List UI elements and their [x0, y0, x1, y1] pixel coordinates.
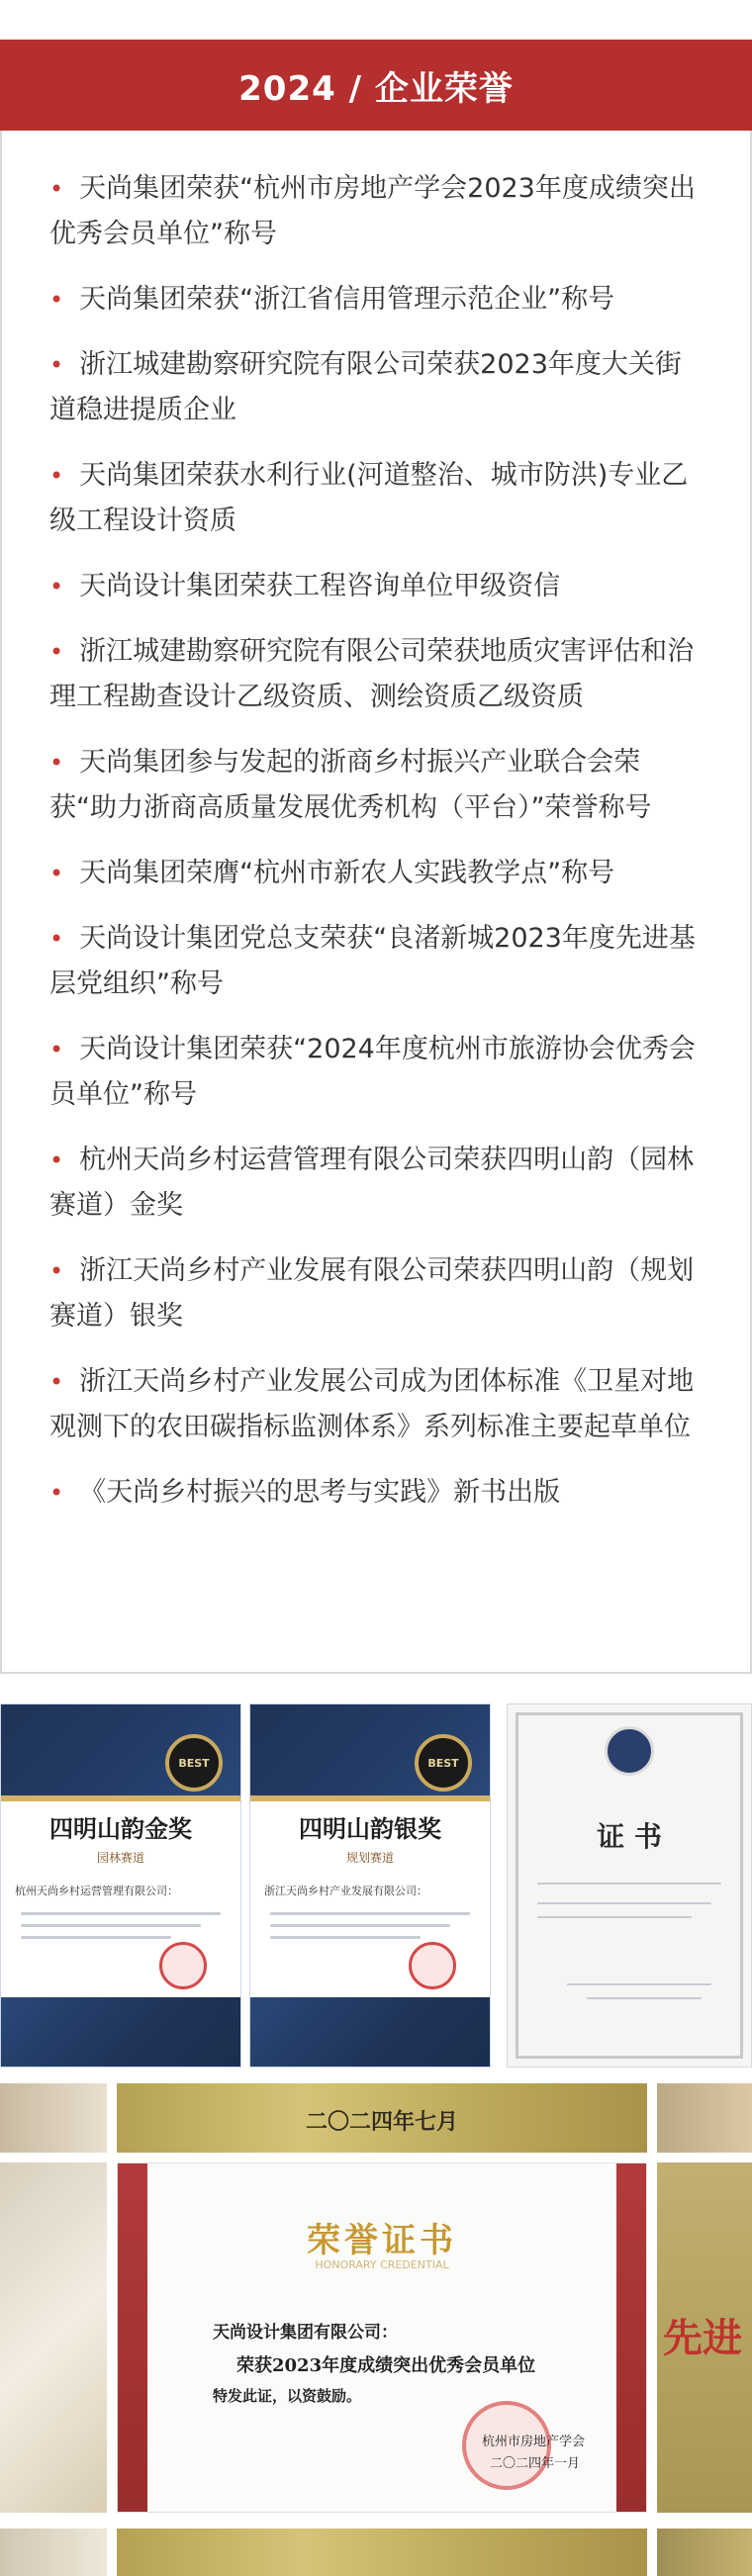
certificate-gold-band	[250, 1795, 490, 1801]
text-line	[537, 1902, 711, 1904]
list-item: • 天尚集团荣获“杭州市房地产学会2023年度成绩突出优秀会员单位”称号	[49, 166, 706, 257]
section-title: 2024 / 企业荣誉	[238, 68, 514, 109]
text-line	[537, 1916, 692, 1918]
text-line	[270, 1924, 450, 1927]
seal-icon	[159, 1942, 207, 1989]
bullet-icon: •	[49, 925, 64, 953]
list-item: • 《天尚乡村振兴的思考与实践》新书出版	[49, 1470, 706, 1516]
certificate-subtitle: 规划赛道	[345, 1851, 394, 1865]
bullet-icon: •	[49, 860, 64, 887]
list-item: • 杭州天尚乡村运营管理有限公司荣获四明山韵（园林赛道）金奖	[49, 1138, 706, 1229]
side-plaque-photo	[657, 2162, 752, 2513]
bullet-icon: •	[49, 462, 64, 490]
certificate-recipient: 杭州天尚乡村运营管理有限公司：	[15, 1885, 178, 1897]
certificate-bottom-band	[1, 1997, 240, 2067]
gold-banner-photo	[117, 2083, 647, 2153]
text-line	[567, 1983, 711, 1985]
photo-tile	[657, 2529, 752, 2576]
bullet-icon: •	[49, 1257, 64, 1285]
list-item: • 浙江天尚乡村产业发展公司成为团体标准《卫星对地观测下的农田碳指标监测体系》系列标准主要起草单位	[49, 1359, 706, 1450]
honor-subtitle: HONORARY CREDENTIAL	[315, 2258, 449, 2271]
emblem-icon	[605, 1726, 654, 1776]
honor-line-1: 荣获2023年度成绩突出优秀会员单位	[236, 2355, 536, 2376]
text-line	[21, 1924, 201, 1927]
text-line	[537, 1883, 721, 1885]
gold-award-certificate	[0, 1703, 241, 2068]
bullet-icon: •	[49, 749, 64, 777]
bullet-icon: •	[49, 1036, 64, 1063]
photo-tile	[657, 2083, 752, 2153]
honor-title: 荣誉证书	[307, 2221, 457, 2260]
list-item: • 天尚设计集团荣获工程咨询单位甲级资信	[49, 564, 706, 609]
list-item: • 浙江天尚乡村产业发展有限公司荣获四明山韵（规划赛道）银奖	[49, 1248, 706, 1339]
bullet-icon: •	[49, 1147, 64, 1174]
bullet-icon: •	[49, 175, 64, 203]
photo-tile	[0, 2162, 107, 2513]
bullet-icon: •	[49, 1368, 64, 1396]
text-line	[270, 1912, 470, 1915]
gold-banner-photo	[117, 2529, 647, 2576]
certificate-title: 四明山韵金奖	[49, 1814, 192, 1843]
list-item: • 天尚集团参与发起的浙商乡村振兴产业联合会荣获“助力浙商高质量发展优秀机构（平台）”荣誉称号	[49, 740, 706, 831]
framed-certificate	[507, 1703, 752, 2068]
list-item: • 天尚集团荣获水利行业(河道整治、城市防洪)专业乙级工程设计资质	[49, 453, 706, 544]
list-item: • 天尚集团荣膺“杭州市新农人实践教学点”称号	[49, 851, 706, 896]
honor-date: 二〇二四年一月	[490, 2456, 581, 2471]
banner-date: 二〇二四年七月	[305, 2109, 458, 2135]
honor-line-2: 特发此证，以资鼓励。	[213, 2387, 362, 2405]
honor-certificate	[117, 2162, 647, 2513]
list-item: • 浙江城建勘察研究院有限公司荣获2023年度大关街道稳进提质企业	[49, 342, 706, 433]
honors-gallery	[0, 1692, 752, 2576]
best-medal-icon: BEST	[165, 1734, 223, 1792]
certificate-subtitle: 园林赛道	[96, 1851, 144, 1865]
side-plaque-text: 先进	[663, 2315, 742, 2361]
list-item: • 浙江城建勘察研究院有限公司荣获地质灾害评估和治理工程勘查设计乙级资质、测绘资质乙级资质	[49, 629, 706, 720]
best-medal-icon: BEST	[415, 1734, 472, 1792]
honor-recipient: 天尚设计集团有限公司：	[213, 2323, 398, 2343]
list-item: • 天尚集团荣获“浙江省信用管理示范企业”称号	[49, 277, 706, 322]
honor-issuer: 杭州市房地产学会	[482, 2435, 586, 2449]
bullet-icon: •	[49, 286, 64, 314]
bullet-icon: •	[49, 638, 64, 666]
bullet-icon: •	[49, 351, 64, 379]
photo-tile	[0, 2529, 107, 2576]
text-line	[21, 1936, 171, 1939]
section-header	[0, 40, 752, 131]
honors-panel	[0, 131, 752, 1674]
certificate-recipient: 浙江天尚乡村产业发展有限公司：	[264, 1885, 427, 1897]
seal-icon	[409, 1942, 456, 1989]
silver-award-certificate	[249, 1703, 491, 2068]
text-line	[270, 1936, 421, 1939]
certificate-title: 四明山韵银奖	[299, 1814, 441, 1843]
photo-tile	[0, 2083, 107, 2153]
certificate-gold-band	[1, 1795, 240, 1801]
list-item: • 天尚设计集团党总支荣获“良渚新城2023年度先进基层党组织”称号	[49, 916, 706, 1007]
text-line	[587, 1997, 702, 1999]
certificate-bottom-band	[250, 1997, 490, 2067]
certificate-title: 证 书	[597, 1820, 662, 1853]
text-line	[21, 1912, 221, 1915]
list-item: • 天尚设计集团荣获“2024年度杭州市旅游协会优秀会员单位”称号	[49, 1027, 706, 1118]
bullet-icon: •	[49, 1479, 64, 1507]
bullet-icon: •	[49, 573, 64, 600]
